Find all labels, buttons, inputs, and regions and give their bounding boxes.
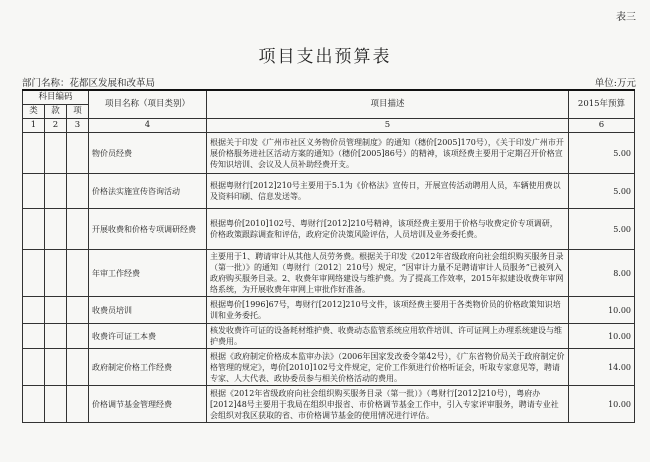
project-name-cell: 收费许可证工本费	[89, 324, 207, 349]
amount-cell: 5.00	[569, 209, 635, 250]
project-name-header: 项目名称（项目类别）	[89, 90, 207, 119]
project-name-cell: 价格调节基金管理经费	[89, 386, 207, 423]
index-cell: 5	[207, 119, 569, 133]
index-cell: 6	[569, 119, 635, 133]
table-row	[23, 133, 635, 174]
project-name-cell: 年审工作经费	[89, 250, 207, 297]
index-cell: 3	[67, 119, 89, 133]
project-desc-cell: 根据粤财行[2012]210号主要用于5.1为《价格法》宣传日，开展宣传活动聘用人员，车辆使用费以及资料印刷、信息发送等。	[207, 174, 569, 209]
department-name: 部门名称：花都区发展和改革局	[22, 78, 156, 89]
table-row	[23, 209, 635, 250]
xiang-header: 项	[67, 105, 89, 119]
project-desc-cell: 根据粤价[2010]102号、粤财行[2012]210号精神，该项经费主要用于价格与收费定价专项调研，价格政策跟踪调查和评估，政府定价决策风险评估，人员培训及业务委托费。	[207, 209, 569, 250]
project-desc-cell: 主要用于1、聘请审计从其他人员劳务费。根据关于印发《2012年省级政府向社会组织购买服务目录（第一批）》的通知（粤财行〔2012〕210号）规定，“因审计力量不足聘请审计人员服务”已被列入政府购买服务目录。2、收费年审网络建设与维护费。为了提高工作效率，2015年拟建设收费年审网络系统，为开展收费年审网上审批作好准备。	[207, 250, 569, 297]
table-row	[23, 250, 635, 297]
project-name-cell: 收费员培训	[89, 297, 207, 324]
project-desc-cell: 根据《2012年省级政府向社会组织购买服务目录（第一批）》（粤财行[2012]210号），粤府办[2012]48号主要用于我局在组织申报省、市价格调节基金工作中，引入专家评审服务，聘请专业社会组织对我区获取的省、市价格调节基金的使用情况进行评估。	[207, 386, 569, 423]
amount-cell: 10.00	[569, 386, 635, 423]
table-row	[23, 349, 635, 386]
project-desc-cell: 根据《政府制定价格成本监审办法》（2006年国家发改委令第42号），《广东省物价局关于政府制定价格管理的规定》，粤价[2010]102号文件规定，定价工作须进行价格听证会，听取专家意见等，聘请专家、人大代表、政协委员参与相关价格活动的费用。	[207, 349, 569, 386]
table-row	[23, 297, 635, 324]
amount-cell: 8.00	[569, 250, 635, 297]
amount-cell: 10.00	[569, 324, 635, 349]
budget-table	[22, 89, 635, 423]
unit-label: 单位:万元	[594, 78, 636, 89]
index-cell: 1	[23, 119, 45, 133]
amount-cell: 5.00	[569, 133, 635, 174]
project-desc-header: 项目描述	[207, 90, 569, 119]
project-desc-cell: 根据关于印发《广州市社区义务物价员管理制度》的通知（穗价[2005]170号），《关于印发广州市开展价格服务进社区活动方案的通知》（穗价[2005]86号）的精神，该项经费主要用于定期召开价格宣传知识培训、会议及人员补助经费开支。	[207, 133, 569, 174]
project-desc-cell: 核发收费许可证的设备耗材维护费、收费动态监管系统应用软件培训、许可证网上办理系统建设与维护费用。	[207, 324, 569, 349]
project-name-cell: 政府制定价格工作经费	[89, 349, 207, 386]
budget-2015-header: 2015年预算	[569, 90, 635, 119]
amount-cell: 5.00	[569, 174, 635, 209]
lei-header: 类	[23, 105, 45, 119]
project-desc-cell: 根据粤价[1996]67号，粤财行[2012]210号文件，该项经费主要用于各类物价员的价格政策知识培训和业务委托。	[207, 297, 569, 324]
project-name-cell: 价格法实施宣传咨询活动	[89, 174, 207, 209]
index-cell: 4	[89, 119, 207, 133]
project-name-cell: 开展收费和价格专项调研经费	[89, 209, 207, 250]
amount-cell: 14.00	[569, 349, 635, 386]
amount-cell: 10.00	[569, 297, 635, 324]
table-row	[23, 386, 635, 423]
index-cell: 2	[45, 119, 67, 133]
table-row	[23, 174, 635, 209]
project-name-cell: 物价员经费	[89, 133, 207, 174]
table-number-label: 表三	[616, 12, 636, 23]
table-row	[23, 324, 635, 349]
subject-code-header: 科目编码	[23, 90, 89, 105]
kuan-header: 款	[45, 105, 67, 119]
page-title: 项目支出预算表	[258, 47, 392, 67]
